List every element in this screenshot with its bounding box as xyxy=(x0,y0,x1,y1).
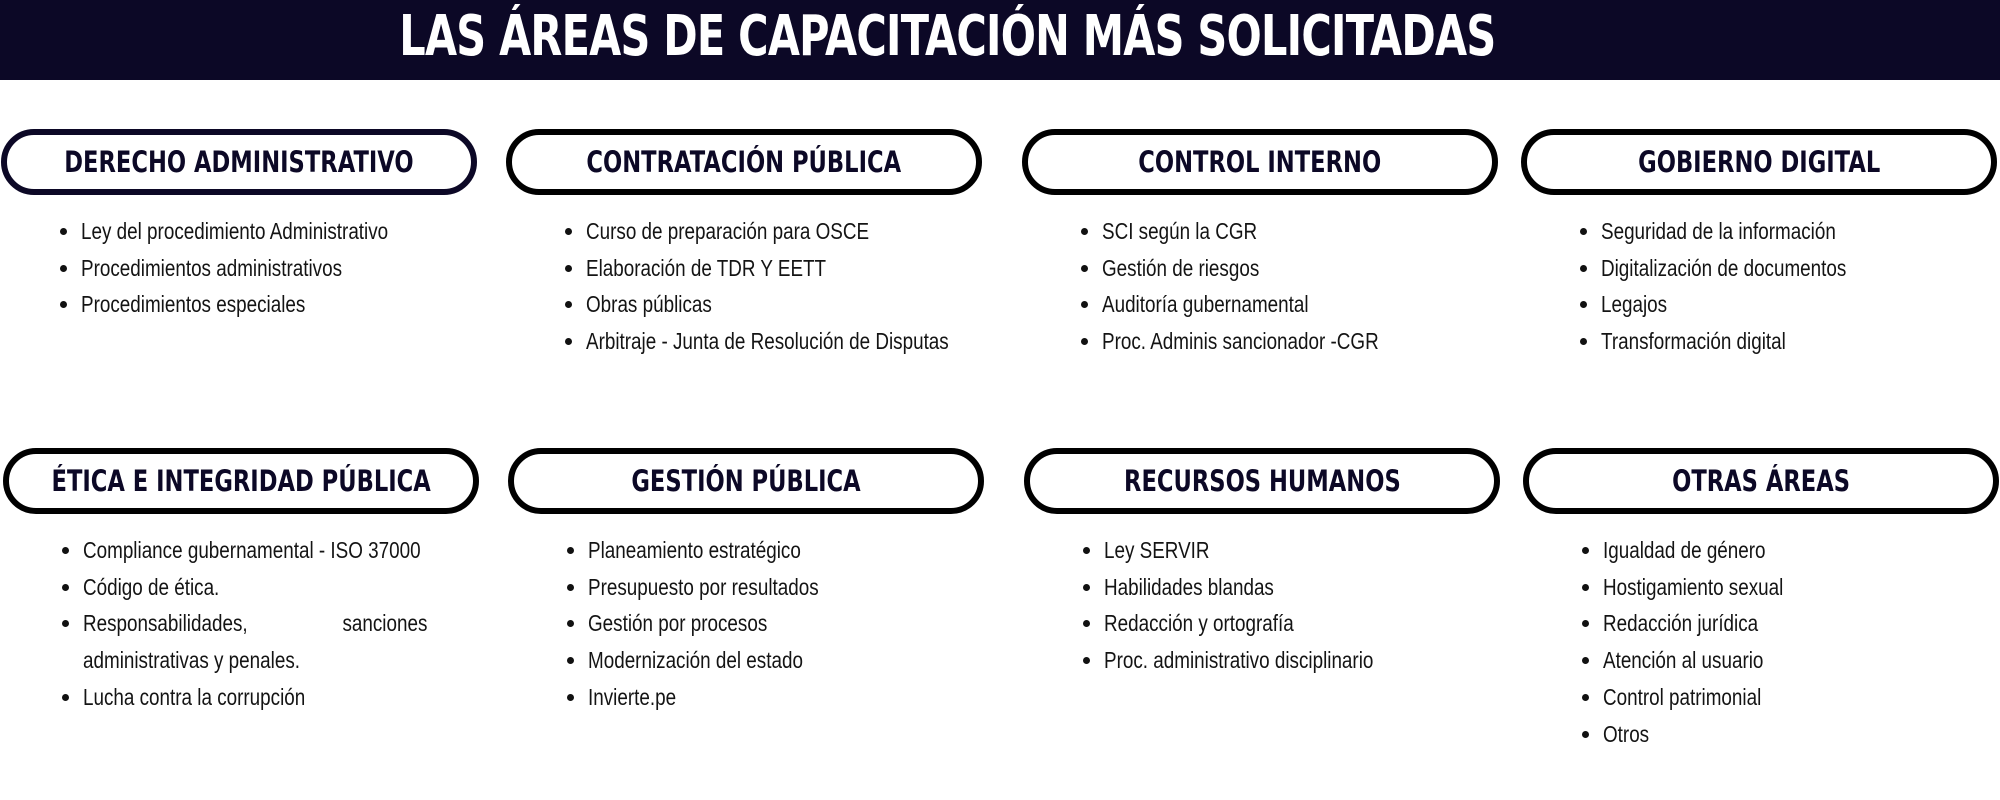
bullet-icon xyxy=(60,228,67,235)
list-item-text: Arbitraje - Junta de Resolución de Disputas xyxy=(586,328,949,355)
list-item xyxy=(1,213,477,250)
list-item xyxy=(506,250,982,287)
bullet-icon xyxy=(62,620,69,627)
area-title-pill xyxy=(1024,448,1500,514)
list-item xyxy=(506,286,982,323)
bullet-icon xyxy=(1081,265,1088,272)
list-item-text: Digitalización de documentos xyxy=(1601,254,1847,281)
bullet-icon xyxy=(565,265,572,272)
list-item-text: Atención al usuario xyxy=(1603,647,1764,674)
bullet-icon xyxy=(567,547,574,554)
bullet-icon xyxy=(1083,620,1090,627)
bullet-icon xyxy=(565,301,572,308)
area-title: OTRAS ÁREAS xyxy=(1672,464,1850,498)
list-item xyxy=(1022,286,1498,323)
area-card-otras-areas xyxy=(1523,448,1999,752)
list-item xyxy=(1024,569,1500,606)
list-item-text: Planeamiento estratégico xyxy=(588,537,801,563)
area-card-control-interno xyxy=(1022,129,1498,360)
list-item xyxy=(508,642,984,679)
area-card-contratacion-publica xyxy=(506,129,982,360)
area-topic-list xyxy=(1022,213,1498,360)
bullet-icon xyxy=(1582,657,1589,664)
list-item-text: Invierte.pe xyxy=(588,683,677,710)
bullet-icon xyxy=(567,584,574,591)
list-item xyxy=(1,286,477,323)
bullet-icon xyxy=(1081,338,1088,345)
list-item-text: Gestión de riesgos xyxy=(1102,254,1260,281)
area-topic-list xyxy=(3,532,479,716)
list-item-text: Transformación digital xyxy=(1601,328,1786,355)
bullet-icon xyxy=(62,547,69,554)
bullet-icon xyxy=(1580,265,1587,272)
list-item xyxy=(508,532,984,569)
list-item-text: Igualdad de género xyxy=(1603,537,1766,563)
list-item xyxy=(3,605,433,678)
area-topic-list xyxy=(506,213,982,360)
area-title-pill xyxy=(506,129,982,195)
list-item-text: Procedimientos especiales xyxy=(81,291,306,318)
list-item xyxy=(1523,642,1999,679)
bullet-icon xyxy=(565,228,572,235)
list-item-text: Lucha contra la corrupción xyxy=(83,683,306,710)
list-item-text: Habilidades blandas xyxy=(1104,573,1274,600)
bullet-icon xyxy=(1582,547,1589,554)
area-topic-list xyxy=(1,213,477,323)
bullet-icon xyxy=(567,694,574,701)
list-item-text: Control patrimonial xyxy=(1603,683,1762,710)
area-card-gobierno-digital xyxy=(1521,129,1997,360)
list-item-text: Proc. Adminis sancionador -CGR xyxy=(1102,328,1379,355)
list-item-text: Compliance gubernamental - ISO 37000 xyxy=(83,537,421,563)
bullet-icon xyxy=(1081,228,1088,235)
list-item-text: Elaboración de TDR Y EETT xyxy=(586,254,827,281)
bullet-icon xyxy=(1580,228,1587,235)
list-item-text: Seguridad de la información xyxy=(1601,218,1836,244)
list-item xyxy=(1521,286,1997,323)
area-card-derecho-administrativo xyxy=(1,129,477,323)
list-item-text: Presupuesto por resultados xyxy=(588,573,819,600)
list-item xyxy=(1022,213,1498,250)
list-item xyxy=(1521,213,1997,250)
list-item xyxy=(1523,532,1999,569)
list-item-text: Redacción y ortografía xyxy=(1104,610,1294,637)
area-card-etica-integridad xyxy=(3,448,479,716)
list-item xyxy=(508,605,984,642)
list-item xyxy=(1521,250,1997,287)
bullet-icon xyxy=(565,338,572,345)
list-item xyxy=(1523,569,1999,606)
area-title-pill xyxy=(3,448,479,514)
list-item xyxy=(1022,323,1498,360)
area-title: GOBIERNO DIGITAL xyxy=(1637,145,1881,179)
bullet-icon xyxy=(567,657,574,664)
list-item xyxy=(1,250,477,287)
area-card-gestion-publica xyxy=(508,448,984,716)
list-item-text: Auditoría gubernamental xyxy=(1102,291,1309,318)
list-item-text: Obras públicas xyxy=(586,291,712,318)
bullet-icon xyxy=(62,584,69,591)
title-banner xyxy=(0,0,2000,80)
area-title-pill xyxy=(1521,129,1997,195)
area-title: RECURSOS HUMANOS xyxy=(1123,464,1401,498)
area-topic-list xyxy=(508,532,984,716)
list-item xyxy=(1523,679,1999,716)
bullet-icon xyxy=(1083,657,1090,664)
list-item xyxy=(3,569,479,606)
bullet-icon xyxy=(1582,731,1589,738)
bullet-icon xyxy=(60,265,67,272)
bullet-icon xyxy=(1582,584,1589,591)
area-title-pill xyxy=(1,129,477,195)
list-item xyxy=(1521,323,1997,360)
list-item-text: Código de ética. xyxy=(83,573,220,600)
list-item xyxy=(508,679,984,716)
area-title: ÉTICA E INTEGRIDAD PÚBLICA xyxy=(51,464,431,498)
list-item-text: Responsabilidades, sanciones administrativas y penales. xyxy=(83,610,428,674)
list-item xyxy=(506,213,982,250)
area-title: CONTROL INTERNO xyxy=(1138,145,1382,179)
list-item-text: Redacción jurídica xyxy=(1603,610,1759,637)
list-item xyxy=(1024,532,1500,569)
list-item xyxy=(506,323,982,360)
area-title-pill xyxy=(1022,129,1498,195)
area-topic-list xyxy=(1523,532,1999,752)
list-item xyxy=(1022,250,1498,287)
bullet-icon xyxy=(567,620,574,627)
area-topic-list xyxy=(1024,532,1500,679)
list-item-text: SCI según la CGR xyxy=(1102,218,1258,244)
list-item-text: Otros xyxy=(1603,720,1650,747)
bullet-icon xyxy=(1580,338,1587,345)
list-item-text: Procedimientos administrativos xyxy=(81,254,343,281)
list-item-text: Legajos xyxy=(1601,291,1668,318)
bullet-icon xyxy=(1081,301,1088,308)
list-item-text: Curso de preparación para OSCE xyxy=(586,218,870,244)
list-item xyxy=(508,569,984,606)
list-item xyxy=(1523,716,1999,753)
area-title: DERECHO ADMINISTRATIVO xyxy=(64,145,414,179)
bullet-icon xyxy=(62,694,69,701)
area-topic-list xyxy=(1521,213,1997,360)
area-card-recursos-humanos xyxy=(1024,448,1500,679)
list-item xyxy=(1523,605,1999,642)
bullet-icon xyxy=(1083,584,1090,591)
list-item xyxy=(1024,642,1500,679)
page-title: LAS ÁREAS DE CAPACITACIÓN MÁS SOLICITADAS xyxy=(399,4,1496,69)
list-item-text: Hostigamiento sexual xyxy=(1603,573,1784,600)
bullet-icon xyxy=(1582,620,1589,627)
area-title-pill xyxy=(1523,448,1999,514)
list-item-text: Ley SERVIR xyxy=(1104,537,1210,563)
list-item-text: Ley del procedimiento Administrativo xyxy=(81,218,389,244)
bullet-icon xyxy=(1083,547,1090,554)
bullet-icon xyxy=(60,301,67,308)
area-title-pill xyxy=(508,448,984,514)
area-title: CONTRATACIÓN PÚBLICA xyxy=(586,145,902,179)
list-item-text: Gestión por procesos xyxy=(588,610,768,637)
list-item-text: Modernización del estado xyxy=(588,647,803,674)
bullet-icon xyxy=(1582,694,1589,701)
bullet-icon xyxy=(1580,301,1587,308)
list-item-text: Proc. administrativo disciplinario xyxy=(1104,647,1374,674)
list-item xyxy=(3,532,479,569)
list-item xyxy=(1024,605,1500,642)
area-title: GESTIÓN PÚBLICA xyxy=(631,464,861,498)
list-item xyxy=(3,679,479,716)
